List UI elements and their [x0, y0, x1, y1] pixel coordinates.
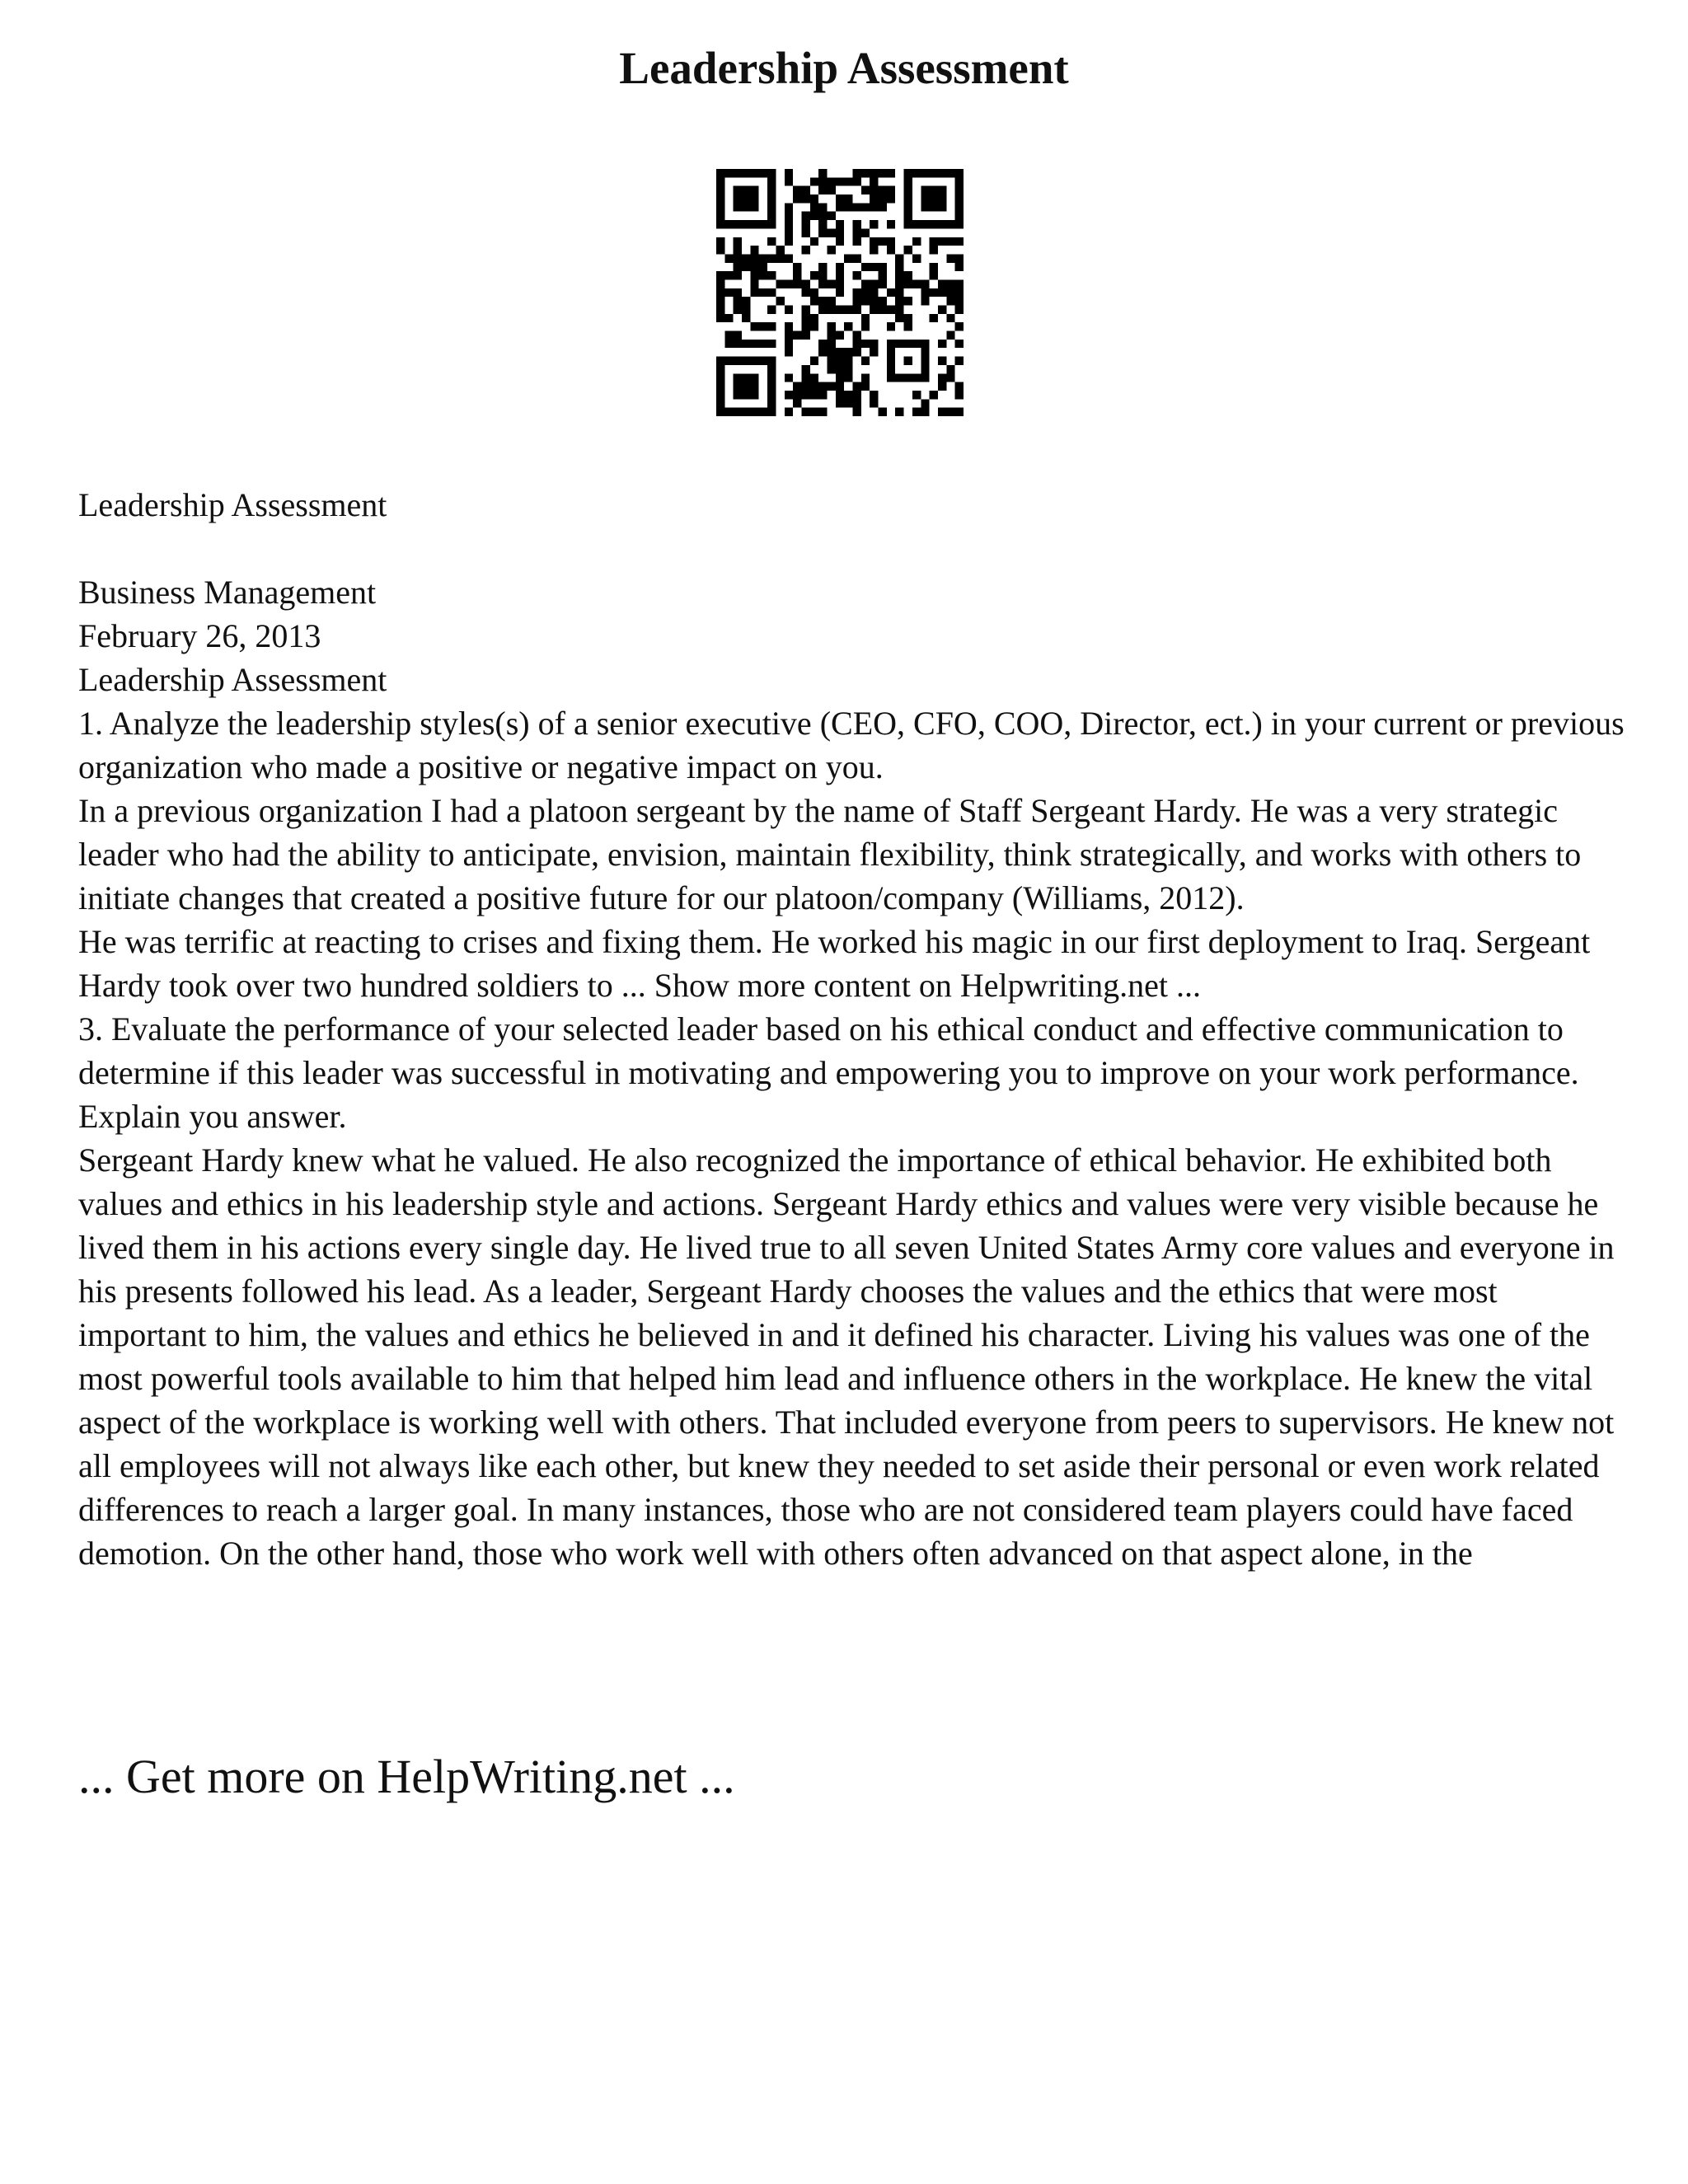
document-date: February 26, 2013: [78, 617, 321, 654]
course-name: Business Management: [78, 574, 377, 611]
question-3: 3. Evaluate the performance of your selected leader based on his ethical conduct and effective communication to determine if this leader was successful in motivating and empowering you to improve on your work performance. Explain you answer.: [78, 1010, 1579, 1135]
document-subtitle: Leadership Assessment: [78, 661, 387, 698]
question-1: 1. Analyze the leadership styles(s) of a senior executive (CEO, CFO, COO, Director, ect.) in your current or previous organization who made a positive or negative impact on you.: [78, 705, 1625, 785]
get-more-link[interactable]: ... Get more on HelpWriting.net ...: [78, 1750, 735, 1803]
document-body: [78, 483, 1628, 1575]
qr-code-graphic: [716, 169, 964, 416]
answer-3-paragraph: Sergeant Hardy knew what he valued. He also recognized the importance of ethical behavior. He exhibited both values and ethics in his leadership style and actions. Sergeant Hardy ethics and values were very visible because he lived them in his actions every single day. He lived true to all seven United States Army core values and everyone in his presents followed his lead. As a leader, Sergeant Hardy chooses the values and the ethics that were most important to him, the values and ethics he believed in and it defined his character. Living his values was one of the most powerful tools available to him that helped him lead and influence others in the workplace. He knew the vital aspect of the workplace is working well with others. That included everyone from peers to supervisors. He knew not all employees will not always like each other, but knew they needed to set aside their personal or even work related differences to reach a larger goal. In many instances, those who are not considered team players could have faced demotion. On the other hand, those who work well with others often advanced on that aspect alone, in the: [78, 1141, 1615, 1572]
document-heading: Leadership Assessment: [78, 486, 387, 523]
qr-code-icon[interactable]: [716, 169, 964, 416]
answer-1-continued: He was terrific at reacting to crises and fixing them. He worked his magic in our first deployment to Iraq. Sergeant Hardy took over two hundred soldiers to ... Show more content on Helpwriting.net ...: [78, 923, 1591, 1004]
page-title: Leadership Assessment: [619, 43, 1069, 93]
answer-1-paragraph: In a previous organization I had a platoon sergeant by the name of Staff Sergeant Hardy. He was a very strategic leader who had the ability to anticipate, envision, maintain flexibility, think strategically, and works with others to initiate changes that created a positive future for our platoon/company (Williams, 2012).: [78, 792, 1582, 916]
